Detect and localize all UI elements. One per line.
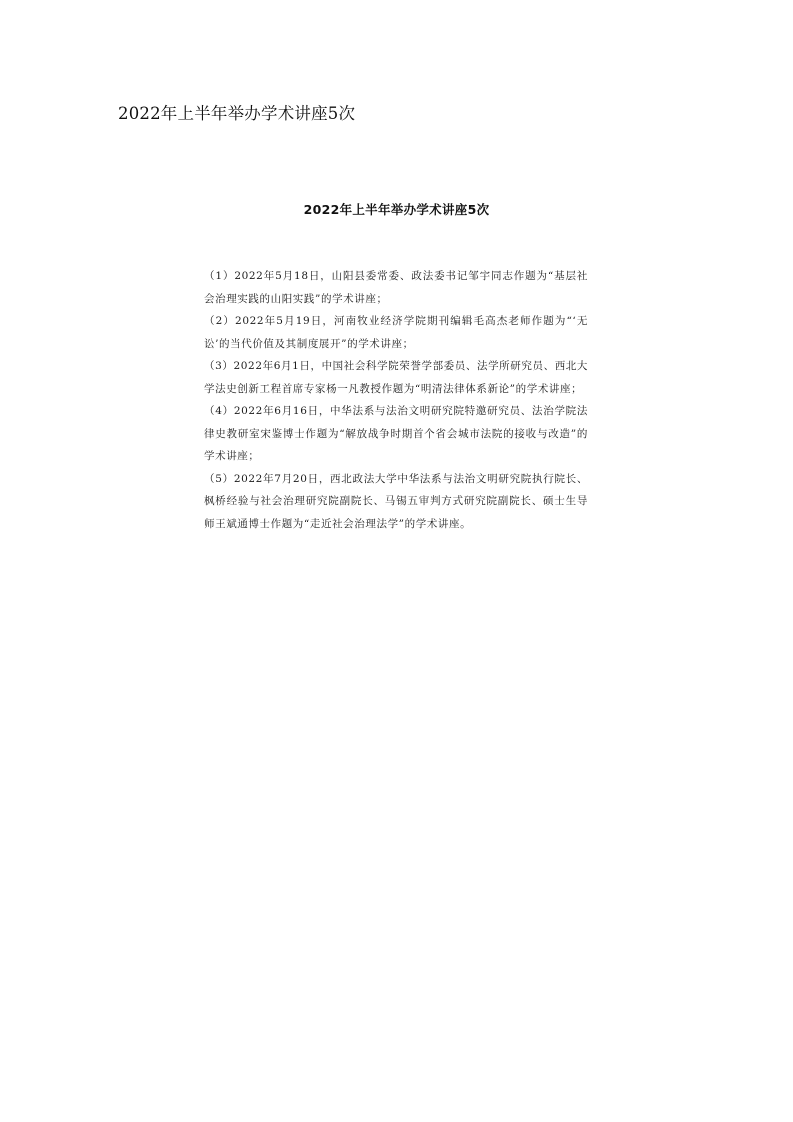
lecture-item-4: （4）2022年6月16日，中华法系与法治文明研究院特邀研究员、法治学院法律史教研室宋鉴博士作题为“解放战争时期首个省会城市法院的接收与改造”的学术讲座； — [204, 405, 588, 462]
page-heading: 2022年上半年举办学术讲座5次 — [118, 104, 356, 123]
lecture-item-1: （1）2022年5月18日，山阳县委常委、政法委书记邹宇同志作题为“基层社会治理实践的山阳实践”的学术讲座； — [204, 270, 588, 305]
document-body — [204, 265, 588, 535]
lecture-item-5: （5）2022年7月20日，西北政法大学中华法系与法治文明研究院执行院长、枫桥经验与社会治理研究院副院长、马锡五审判方式研究院副院长、硕士生导师王斌通博士作题为“走近社会治理法学”的学术讲座。 — [204, 472, 588, 530]
document-title: 2022年上半年举办学术讲座5次 — [303, 202, 490, 217]
lecture-item-3: （3）2022年6月1日，中国社会科学院荣誉学部委员、法学所研究员、西北大学法史创新工程首席专家杨一凡教授作题为“明清法律体系新论”的学术讲座； — [204, 360, 588, 395]
lecture-item-2: （2）2022年5月19日，河南牧业经济学院期刊编辑毛高杰老师作题为“‘无讼’的当代价值及其制度展开”的学术讲座； — [204, 315, 588, 350]
